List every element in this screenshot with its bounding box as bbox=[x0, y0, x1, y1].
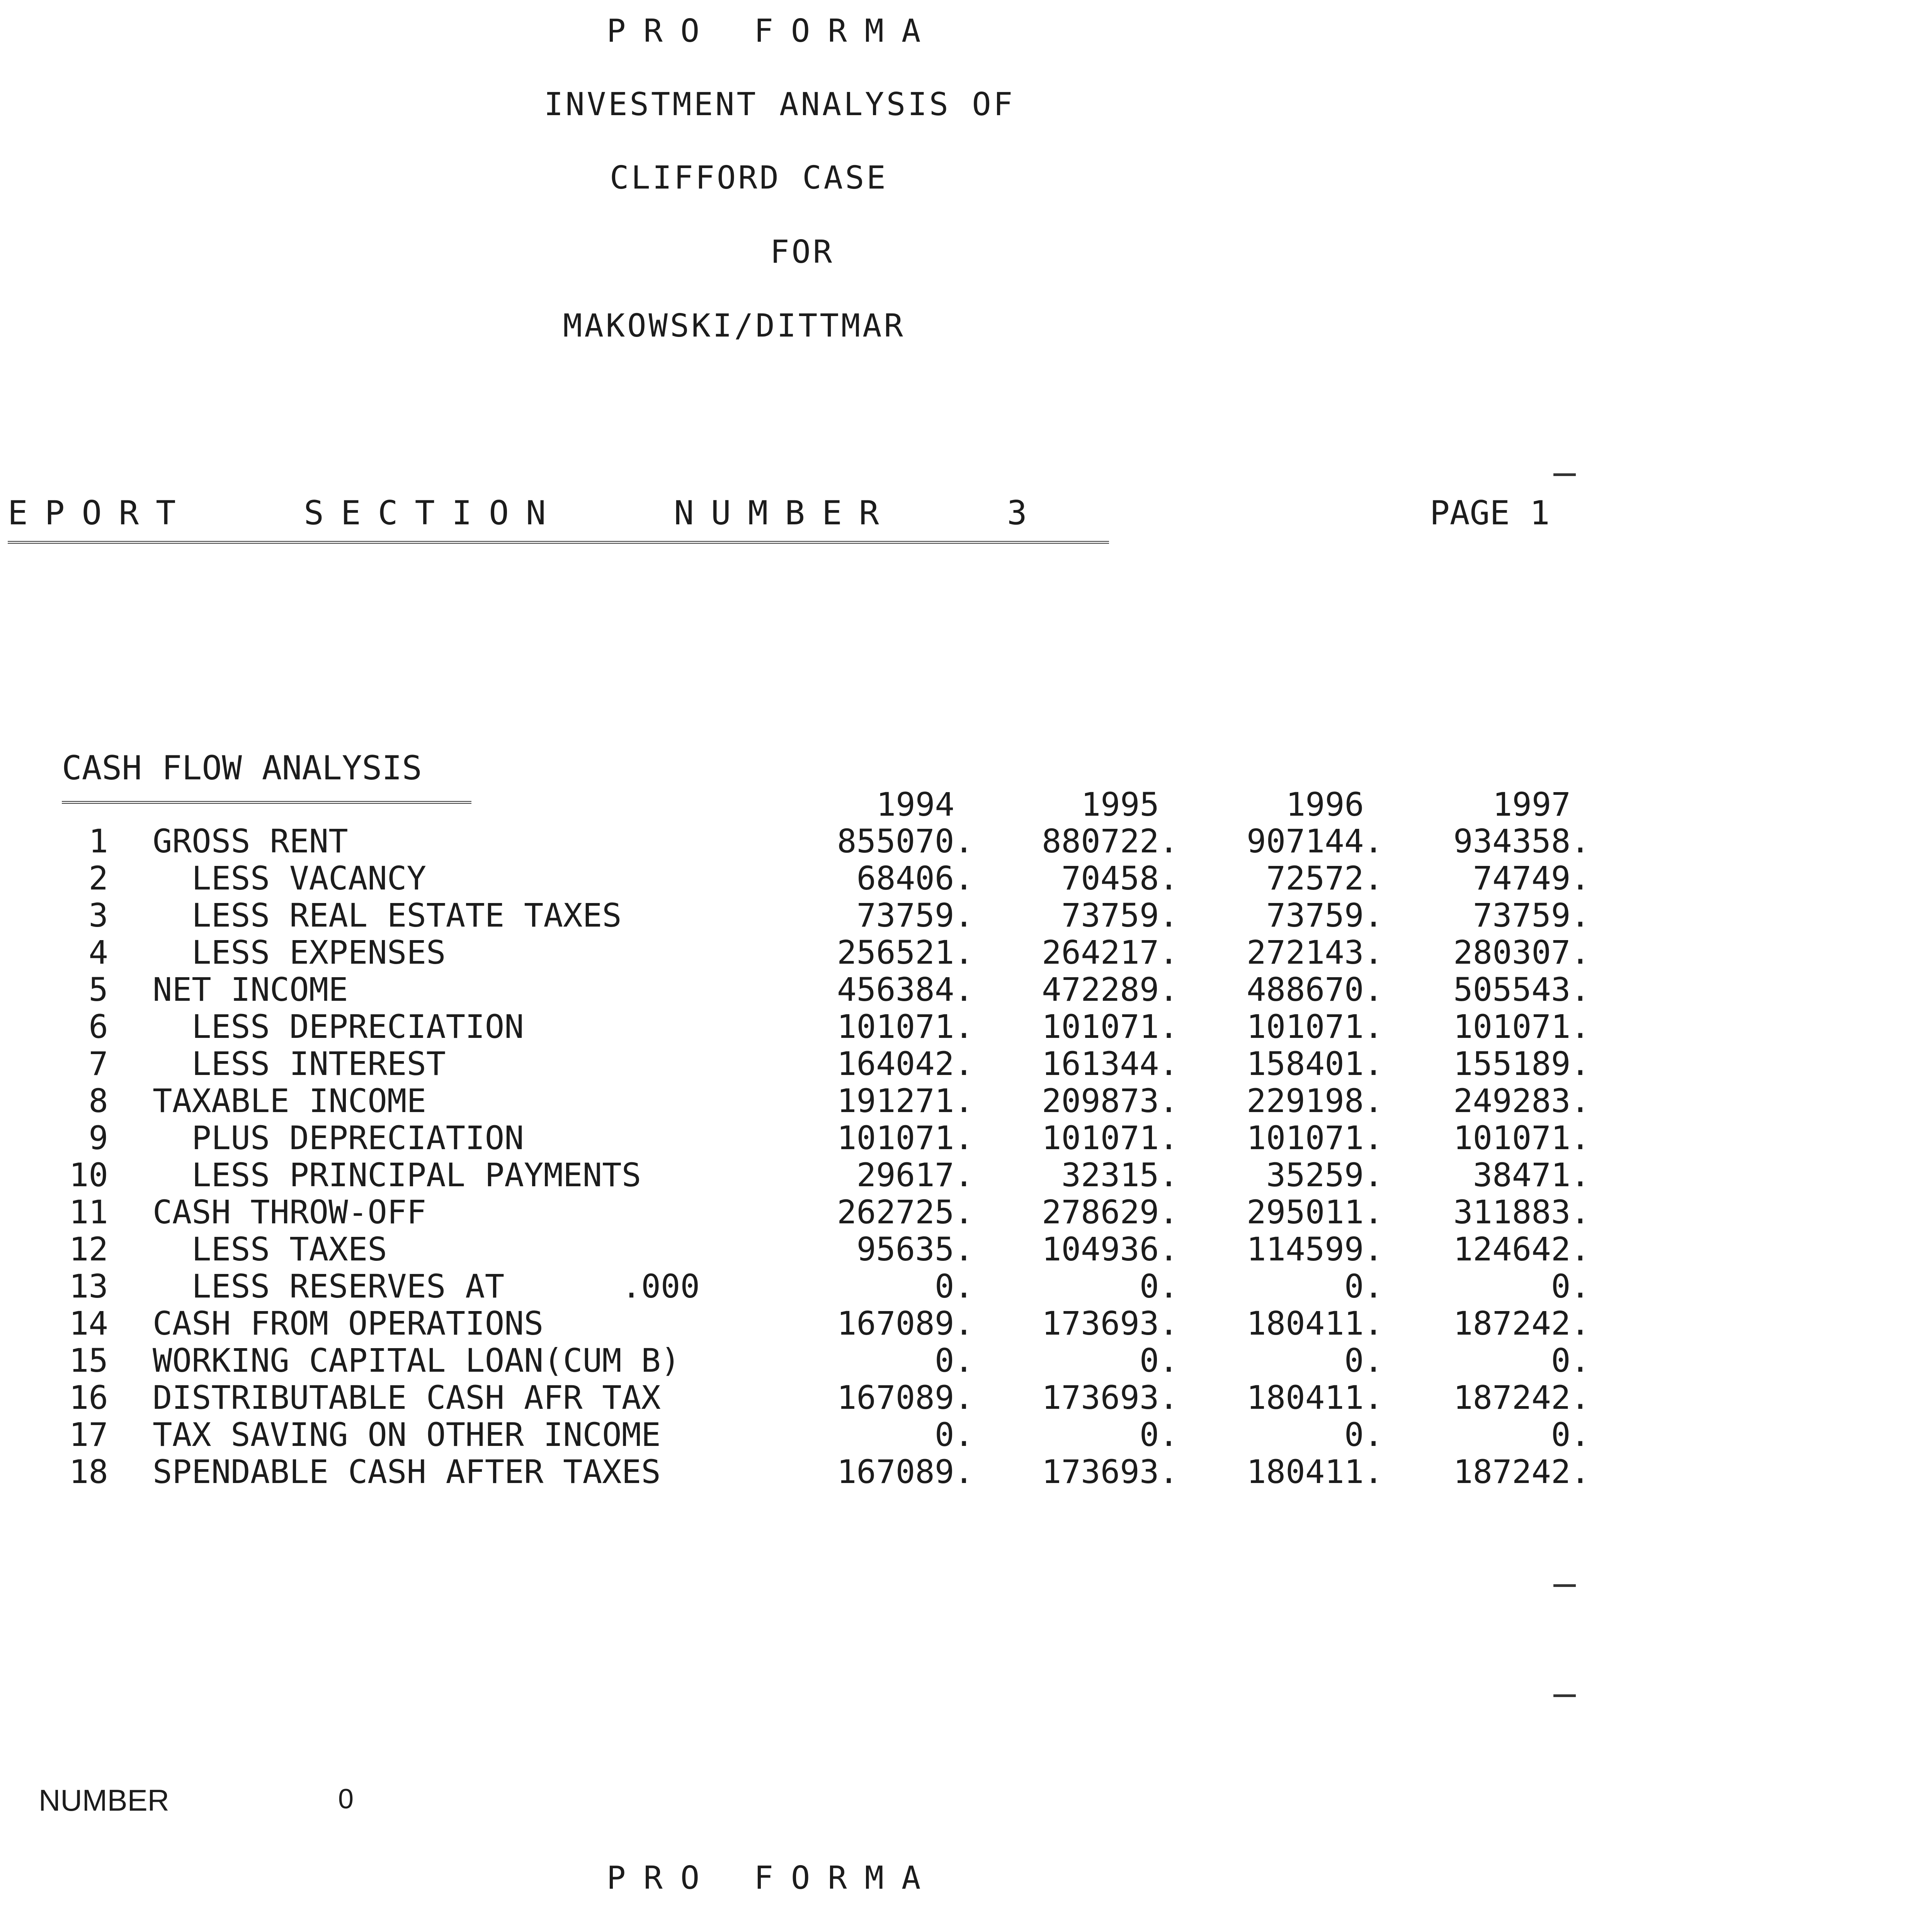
row-number: 18 bbox=[69, 1453, 108, 1491]
row-value: 73759. bbox=[1266, 896, 1383, 934]
row-number: 2 bbox=[88, 859, 108, 897]
margin-mark bbox=[1553, 1694, 1576, 1697]
row-value: 101071. bbox=[1246, 1119, 1383, 1157]
row-number: 12 bbox=[69, 1230, 108, 1268]
row-number: 11 bbox=[69, 1193, 108, 1231]
row-label: LESS DEPRECIATION bbox=[153, 1008, 524, 1046]
row-value: 0. bbox=[1344, 1267, 1383, 1305]
row-value: 249283. bbox=[1453, 1082, 1590, 1120]
row-label: CASH FROM OPERATIONS bbox=[153, 1304, 544, 1342]
row-value: 488670. bbox=[1246, 971, 1383, 1009]
row-value: 101071. bbox=[1453, 1008, 1590, 1046]
row-value: 95635. bbox=[856, 1230, 974, 1268]
row-label: GROSS RENT bbox=[153, 822, 348, 860]
row-number: 3 bbox=[88, 896, 108, 934]
row-number: 5 bbox=[88, 971, 108, 1009]
row-value: 167089. bbox=[837, 1304, 974, 1342]
row-value: 934358. bbox=[1453, 822, 1590, 860]
row-value: 35259. bbox=[1266, 1156, 1383, 1194]
row-value: 101071. bbox=[837, 1119, 974, 1157]
row-number: 1 bbox=[88, 822, 108, 860]
row-value: 173693. bbox=[1041, 1453, 1179, 1491]
row-number: 16 bbox=[69, 1379, 108, 1417]
row-label: LESS EXPENSES bbox=[153, 934, 446, 971]
table-title: CASH FLOW ANALYSIS bbox=[62, 749, 422, 787]
row-label: LESS RESERVES AT .000 bbox=[153, 1267, 700, 1305]
row-value: 74749. bbox=[1473, 859, 1590, 897]
margin-mark bbox=[1553, 473, 1576, 476]
row-label: SPENDABLE CASH AFTER TAXES bbox=[153, 1453, 661, 1491]
year-header-row bbox=[0, 788, 1929, 825]
table-row bbox=[0, 1230, 1929, 1270]
year-header: 1994 bbox=[876, 786, 954, 823]
table-row bbox=[0, 1267, 1929, 1307]
table-row bbox=[0, 896, 1929, 936]
report-title: PRO FORMA bbox=[607, 13, 939, 49]
row-label: LESS TAXES bbox=[153, 1230, 387, 1268]
table-row bbox=[0, 822, 1929, 862]
row-label: LESS INTEREST bbox=[153, 1045, 446, 1083]
row-value: 155189. bbox=[1453, 1045, 1590, 1083]
row-value: 855070. bbox=[837, 822, 974, 860]
row-value: 191271. bbox=[837, 1082, 974, 1120]
row-value: 173693. bbox=[1041, 1379, 1179, 1417]
row-value: 73759. bbox=[856, 896, 974, 934]
row-value: 0. bbox=[1551, 1267, 1590, 1305]
row-value: 158401. bbox=[1246, 1045, 1383, 1083]
row-value: 0. bbox=[1344, 1416, 1383, 1454]
row-label: TAXABLE INCOME bbox=[153, 1082, 427, 1120]
margin-mark bbox=[1553, 1584, 1576, 1587]
row-number: 15 bbox=[69, 1342, 108, 1379]
row-number: 7 bbox=[88, 1045, 108, 1083]
row-value: 505543. bbox=[1453, 971, 1590, 1009]
row-value: 0. bbox=[1551, 1342, 1590, 1379]
row-value: 0. bbox=[1139, 1342, 1179, 1379]
year-header: 1997 bbox=[1492, 786, 1571, 823]
table-row bbox=[0, 936, 1929, 973]
row-number: 13 bbox=[69, 1267, 108, 1305]
row-value: 209873. bbox=[1041, 1082, 1179, 1120]
row-number: 14 bbox=[69, 1304, 108, 1342]
row-number: 6 bbox=[88, 1008, 108, 1046]
row-value: 101071. bbox=[1041, 1119, 1179, 1157]
row-value: 180411. bbox=[1246, 1379, 1383, 1417]
row-label: DISTRIBUTABLE CASH AFR TAX bbox=[153, 1379, 661, 1417]
row-value: 167089. bbox=[837, 1453, 974, 1491]
property-name: CLIFFORD CASE bbox=[610, 160, 888, 196]
row-value: 0. bbox=[934, 1342, 974, 1379]
row-value: 124642. bbox=[1453, 1230, 1590, 1268]
row-value: 101071. bbox=[1041, 1008, 1179, 1046]
row-value: 180411. bbox=[1246, 1304, 1383, 1342]
row-value: 173693. bbox=[1041, 1304, 1179, 1342]
section-underline bbox=[8, 541, 1109, 544]
table-row bbox=[0, 1344, 1929, 1381]
number-label: NUMBER bbox=[39, 1783, 170, 1817]
row-value: 164042. bbox=[837, 1045, 974, 1083]
row-value: 161344. bbox=[1041, 1045, 1179, 1083]
row-label: LESS REAL ESTATE TAXES bbox=[153, 896, 622, 934]
row-value: 180411. bbox=[1246, 1453, 1383, 1491]
row-value: 29617. bbox=[856, 1156, 974, 1194]
table-row bbox=[0, 1304, 1929, 1344]
client-name: MAKOWSKI/DITTMAR bbox=[563, 308, 905, 344]
row-value: 73759. bbox=[1061, 896, 1179, 934]
row-value: 456384. bbox=[837, 971, 974, 1009]
row-value: 101071. bbox=[1453, 1119, 1590, 1157]
row-value: 880722. bbox=[1041, 822, 1179, 860]
row-label: LESS VACANCY bbox=[153, 859, 427, 897]
row-value: 104936. bbox=[1041, 1230, 1179, 1268]
table-row bbox=[0, 1045, 1929, 1085]
row-number: 8 bbox=[88, 1082, 108, 1120]
row-value: 0. bbox=[1551, 1416, 1590, 1454]
row-value: 472289. bbox=[1041, 971, 1179, 1009]
page-number: PAGE 1 bbox=[1430, 494, 1550, 532]
table-row bbox=[0, 1193, 1929, 1233]
table-row bbox=[0, 1418, 1929, 1456]
row-value: 68406. bbox=[856, 859, 974, 897]
year-header: 1995 bbox=[1081, 786, 1159, 823]
row-value: 229198. bbox=[1246, 1082, 1383, 1120]
row-value: 256521. bbox=[837, 934, 974, 971]
row-number: 4 bbox=[88, 934, 108, 971]
row-label: PLUS DEPRECIATION bbox=[153, 1119, 524, 1157]
row-value: 187242. bbox=[1453, 1379, 1590, 1417]
row-number: 9 bbox=[88, 1119, 108, 1157]
report-title: PRO FORMA bbox=[607, 1860, 939, 1896]
row-value: 114599. bbox=[1246, 1230, 1383, 1268]
row-label: LESS PRINCIPAL PAYMENTS bbox=[153, 1156, 641, 1194]
table-row bbox=[0, 1082, 1929, 1122]
row-value: 73759. bbox=[1473, 896, 1590, 934]
row-value: 278629. bbox=[1041, 1193, 1179, 1231]
table-row bbox=[0, 1381, 1929, 1418]
row-number: 17 bbox=[69, 1416, 108, 1454]
row-value: 0. bbox=[1139, 1416, 1179, 1454]
row-value: 0. bbox=[934, 1416, 974, 1454]
report-subtitle: INVESTMENT ANALYSIS OF bbox=[544, 86, 1015, 123]
row-value: 38471. bbox=[1473, 1156, 1590, 1194]
row-value: 311883. bbox=[1453, 1193, 1590, 1231]
row-value: 101071. bbox=[837, 1008, 974, 1046]
row-value: 0. bbox=[1344, 1342, 1383, 1379]
row-value: 0. bbox=[934, 1267, 974, 1305]
row-value: 70458. bbox=[1061, 859, 1179, 897]
row-label: NET INCOME bbox=[153, 971, 348, 1009]
row-value: 280307. bbox=[1453, 934, 1590, 971]
year-header: 1996 bbox=[1286, 786, 1364, 823]
for-line: FOR bbox=[770, 234, 835, 270]
table-row bbox=[0, 859, 1929, 899]
row-value: 295011. bbox=[1246, 1193, 1383, 1231]
row-label: TAX SAVING ON OTHER INCOME bbox=[153, 1416, 661, 1454]
row-value: 101071. bbox=[1246, 1008, 1383, 1046]
table-row bbox=[0, 1119, 1929, 1159]
section-heading: EPORT SECTION NUMBER 3 bbox=[8, 494, 1044, 532]
row-value: 272143. bbox=[1246, 934, 1383, 971]
table-row bbox=[0, 1156, 1929, 1196]
row-value: 187242. bbox=[1453, 1304, 1590, 1342]
table-row bbox=[0, 1010, 1929, 1048]
row-value: 264217. bbox=[1041, 934, 1179, 971]
table-row bbox=[0, 973, 1929, 1010]
row-value: 167089. bbox=[837, 1379, 974, 1417]
row-value: 72572. bbox=[1266, 859, 1383, 897]
row-number: 10 bbox=[69, 1156, 108, 1194]
row-value: 0. bbox=[1139, 1267, 1179, 1305]
row-label: WORKING CAPITAL LOAN(CUM B) bbox=[153, 1342, 680, 1379]
row-value: 32315. bbox=[1061, 1156, 1179, 1194]
row-value: 907144. bbox=[1246, 822, 1383, 860]
number-value: 0 bbox=[338, 1784, 354, 1815]
row-label: CASH THROW-OFF bbox=[153, 1193, 427, 1231]
row-value: 262725. bbox=[837, 1193, 974, 1231]
table-row bbox=[0, 1453, 1929, 1493]
row-value: 187242. bbox=[1453, 1453, 1590, 1491]
